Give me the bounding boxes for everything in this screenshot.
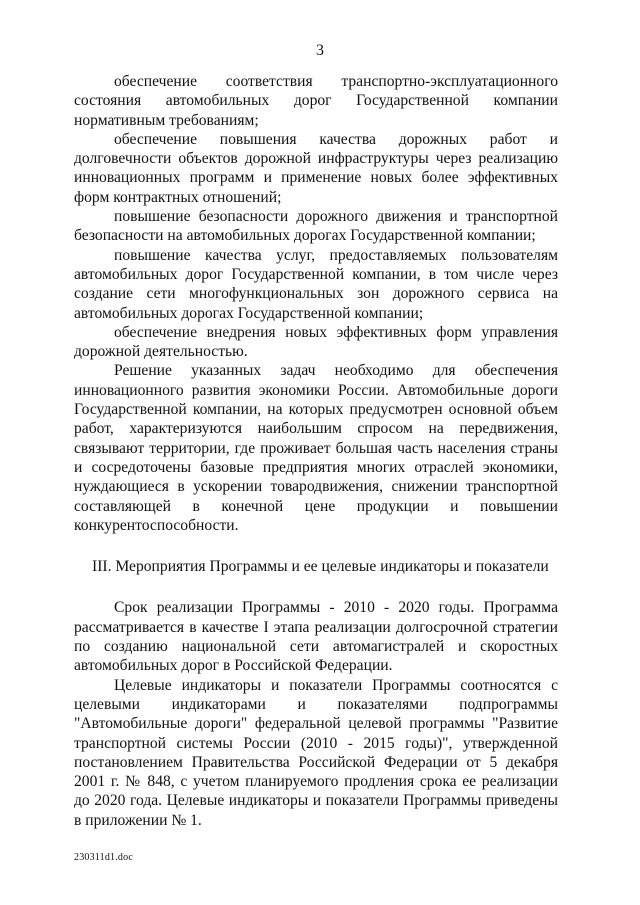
footer-filename: 230311d1.doc xyxy=(74,852,133,863)
page-number: 3 xyxy=(316,42,324,59)
paragraph-traffic-safety: повышение безопасности дорожного движения и транспортной безопасности на автомобильных дорогах Государственной компании; xyxy=(74,208,558,245)
document-body xyxy=(74,72,558,830)
paragraph-service-quality: повышение качества услуг, предоставляемых пользователям автомобильных дорог Государственной компании, в том числе через создание сети многофункциональных зон дорожного сервиса на автомобильных дорогах Государственной компании; xyxy=(74,246,558,322)
paragraph-quality-road-works: обеспечение повышения качества дорожных работ и долговечности объектов дорожной инфраструктуры через реализацию инновационных программ и применение новых более эффективных форм контрактных отношений; xyxy=(74,130,558,206)
section-heading: III. Мероприятия Программы и ее целевые индикаторы и показатели xyxy=(92,558,549,576)
paragraph-ensure-compliance: обеспечение соответствия транспортно-эксплуатационного состояния автомобильных дорог Государственной компании нормативным требованиям; xyxy=(74,73,558,129)
paragraph-program-period: Срок реализации Программы - 2010 - 2020 годы. Программа рассматривается в качестве I этапа реализации долгосрочной стратегии по созданию национальной сети автомагистралей и скоростных автомобильных дорог в Российской Федерации. xyxy=(74,599,558,675)
paragraph-target-indicators: Целевые индикаторы и показатели Программы соотносятся с целевыми индикаторами и показателями подпрограммы "Автомобильные дороги" федеральной целевой программы "Развитие транспортной системы России (2010 - 2015 годы)", утвержденной постановлением Правительства Российской Федерации от 5 декабря 2001 г. № 848, с учетом планируемого продления срока ее реализации до 2020 года. Целевые индикаторы и показатели Программы приведены в приложении № 1. xyxy=(74,676,558,829)
paragraph-tasks-solution: Решение указанных задач необходимо для обеспечения инновационного развития экономики России. Автомобильные дороги Государственной компании, на которых предусмотрен основной объем работ, характеризуются наибольшим спросом на передвижения, связывают территории, где проживает большая часть населения страны и сосредоточены базовые предприятия многих отраслей экономики, нуждающиеся в ускорении товародвижения, снижении транспортной составляющей в конечной цене продукции и повышении конкурентоспособности. xyxy=(74,362,558,534)
paragraph-management-forms: обеспечение внедрения новых эффективных форм управления дорожной деятельностью. xyxy=(74,323,558,361)
